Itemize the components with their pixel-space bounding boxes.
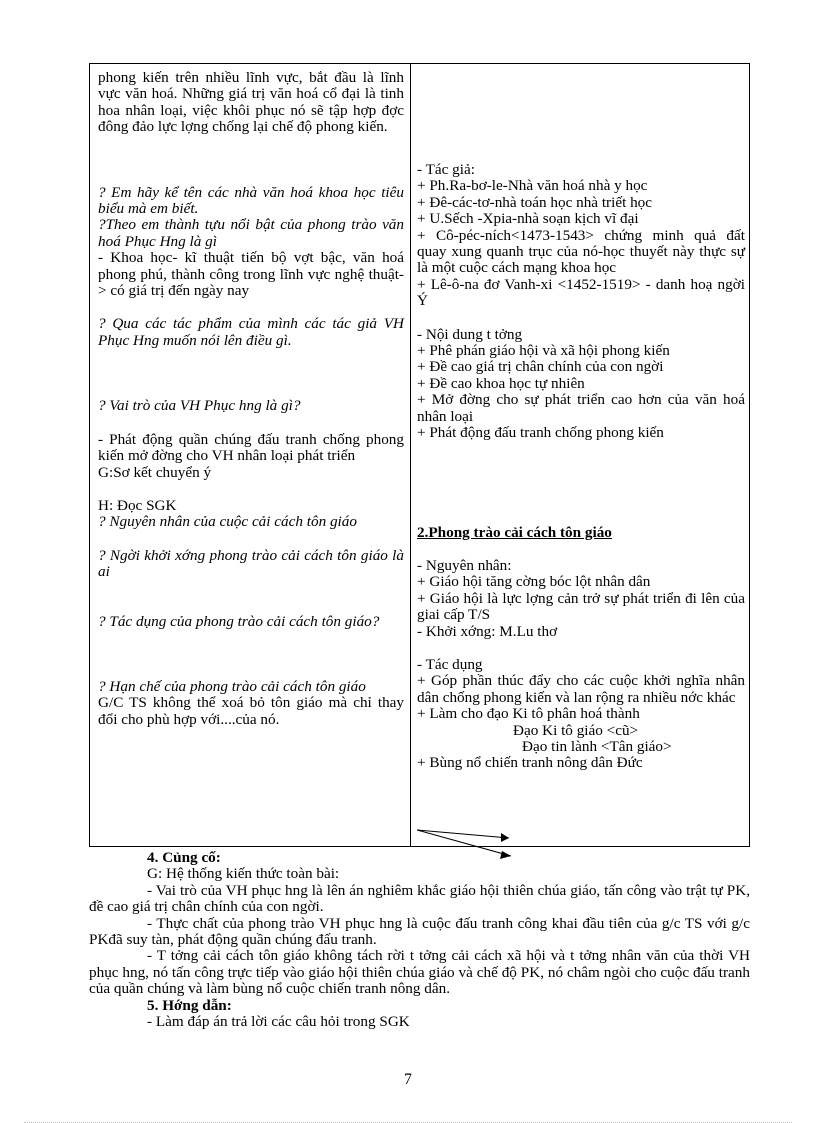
teacher-transition: G:Sơ kết chuyển ý [98, 463, 212, 481]
effect-peasant-war: + Bùng nổ chiến tranh nông dân Đức [417, 754, 643, 772]
idea-struggle: + Phát động đấu tranh chống phong kiến [417, 424, 664, 442]
answer-role: - Phát động quần chúng đấu tranh chống phong kiến mở đờng cho VH nhân loại phát triển [98, 430, 404, 465]
right-column [417, 70, 745, 772]
author-da-vinci: + Lê-ô-na đơ Vanh-xi <1452-1519> - danh hoạ ngời Ý [417, 275, 745, 310]
cause-obstacle: + Giáo hội là lực lợng cản trở sự phát triển đi lên của giai cấp T/S [417, 589, 745, 624]
intro-paragraph: phong kiến trên nhiều lĩnh vực, bắt đầu là lĩnh vực văn hoá. Những giá trị văn hoá cổ đại là tinh hoa nhân loại, việc khôi phục nó sẽ tập hợp đợc đông đảo lực lợng chống lại chế độ phong kiến. [98, 69, 404, 136]
lesson-table [89, 63, 750, 847]
question-achievements: ?Theo em thành tựu nổi bật của phong trào văn hoá Phục Hng là gì [98, 216, 404, 250]
answer-achievements: - Khoa học- kĩ thuật tiến bộ vợt bậc, văn hoá phong phú, thành công trong lĩnh vực nghệ thuật-> có giá trị đến ngày nay [98, 249, 404, 300]
initiator-luther: - Khởi xớng: M.Lu thơ [417, 622, 558, 640]
effect-split: + Làm cho đạo Ki tô phân hoá thành [417, 705, 640, 723]
teacher-summary: G: Hệ thống kiến thức toàn bài: [147, 865, 340, 883]
question-reform-effect: ? Tác dụng của phong trào cải cách tôn giáo? [98, 612, 380, 630]
effect-uprisings: + Góp phần thúc đẩy cho các cuộc khởi nghĩa nhân dân chống phong kiến và lan rộng ra nhiều nớc khác [417, 672, 745, 706]
summary-reform: - T tởng cải cách tôn giáo không tách rời t tởng cải cách xã hội và t tởng nhân văn của thời VH phục hng, nó tấn công trực tiếp vào giáo hội thiên chúa giáo và chế độ PK, nó châm ngòi cho cuộc đấu tranh của quần chúng và làm bùng nổ cuộc chiến tranh nông dân. [89, 947, 750, 998]
answer-reform-limit: G/C TS không thể xoá bỏ tôn giáo mà chỉ thay đổi cho phù hợp với....của nó. [98, 694, 404, 728]
column-divider [410, 64, 411, 846]
consolidation-section [89, 850, 750, 1030]
effect-heading: - Tác dụng [417, 655, 483, 673]
section-reform-heading: 2.Phong trào cải cách tôn giáo [417, 523, 612, 541]
authors-heading: - Tác giả: [417, 161, 475, 178]
heading-guidance: 5. Hớng dẫn: [147, 996, 232, 1014]
author-shakespeare: + U.Sếch -Xpia-nhà soạn kịch vĩ đại [417, 210, 639, 228]
page-number: 7 [404, 1071, 412, 1088]
question-reform-cause: ? Nguyên nhân của cuộc cải cách tôn giáo [98, 513, 357, 531]
branch-protestant: Đạo tin lành <Tân giáo> [522, 737, 672, 755]
branch-catholic: Đạo Ki tô giáo <cũ> [513, 721, 639, 739]
question-authors-message: ? Qua các tác phẩm của mình các tác giả VH Phục Hng muốn nói lên điều gì. [98, 315, 404, 349]
author-descartes: + Đê-các-tơ-nhà toán học nhà triết học [417, 193, 653, 211]
cause-heading: - Nguyên nhân: [417, 556, 512, 574]
question-reform-limit: ? Hạn chế của phong trào cải cách tôn giáo [98, 677, 366, 695]
author-rabelais: + Ph.Ra-bơ-le-Nhà văn hoá nhà y học [417, 177, 648, 195]
student-read-sgk: H: Đọc SGK [98, 496, 177, 514]
heading-consolidation: 4. Củng cố: [147, 849, 221, 866]
guidance-text: - Làm đáp án trả lời các câu hỏi trong SGK [147, 1013, 410, 1031]
idea-natural-science: + Đề cao khoa học tự nhiên [417, 374, 585, 392]
idea-criticize-church: + Phê phán giáo hội và xã hội phong kiến [417, 342, 670, 360]
question-role: ? Vai trò của VH Phục hng là gì? [98, 397, 301, 415]
ideas-heading: - Nội dung t tởng [417, 325, 523, 343]
idea-open-path: + Mở đờng cho sự phát triển cao hơn của văn hoá nhân loại [417, 391, 745, 425]
author-copernicus: + Cô-péc-ních<1473-1543> chứng minh quả đất quay xung quanh trục của nó-học thuyết này thực sự là một cuộc cách mạng khoa học [417, 226, 745, 277]
summary-role: - Vai trò của VH phục hng là lên án nghiêm khắc giáo hội thiên chúa giáo, tấn công vào trật tự PK, đề cao giá trị chân chính của con ngời. [89, 881, 750, 916]
question-scientists: ? Em hãy kể tên các nhà văn hoá khoa học tiêu biểu mà em biết. [98, 183, 404, 218]
left-column [98, 70, 404, 728]
idea-human-values: + Đề cao giá trị chân chính của con ngời [417, 358, 664, 376]
cause-exploitation: + Giáo hội tăng cờng bóc lột nhân dân [417, 573, 651, 591]
question-reform-initiator: ? Ngời khởi xớng phong trào cải cách tôn giáo là ai [98, 546, 404, 581]
summary-essence: - Thực chất của phong trào VH phục hng là cuộc đấu tranh công khai đầu tiên của g/c TS với g/c PKđã suy tàn, phát động quần chúng đấu tranh. [89, 914, 750, 949]
